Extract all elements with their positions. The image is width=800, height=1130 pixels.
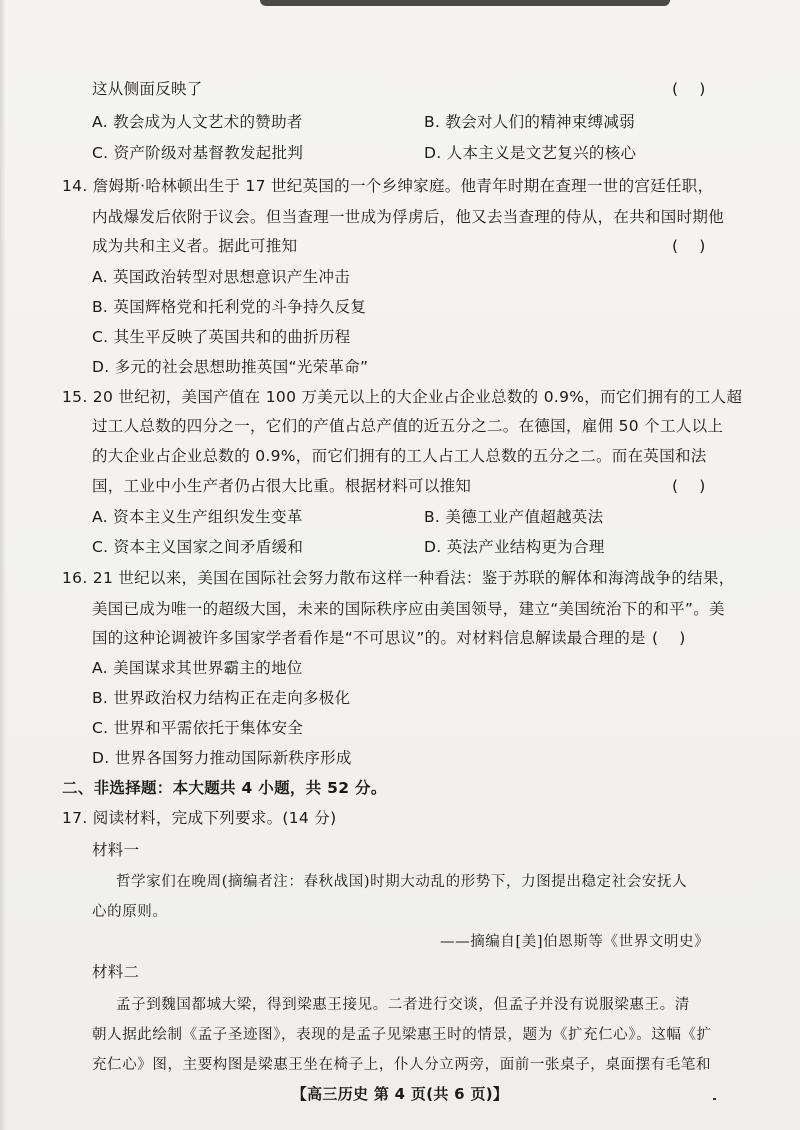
q15-answer-paren: ( ) xyxy=(672,477,706,495)
scan-speck xyxy=(713,1098,716,1100)
q15-stem-line-1: 15. 20 世纪初，美国产值在 100 万美元以上的大企业占企业总数的 0.9%，而它们拥有的工人超 xyxy=(62,388,743,406)
q14-stem-line-1: 14. 詹姆斯·哈林顿出生于 17 世纪英国的一个乡绅家庭。他青年时期在查理一世的宫廷任职， xyxy=(62,177,714,195)
q14-stem-line-2: 内战爆发后依附于议会。但当查理一世成为俘虏后，他又去当查理的侍从，在共和国时期他 xyxy=(92,208,725,226)
q16-option-a: A. 美国谋求其世界霸主的地位 xyxy=(92,659,303,677)
q16-option-c: C. 世界和平需依托于集体安全 xyxy=(92,719,304,737)
q13-option-a: A. 教会成为人文艺术的赞助者 xyxy=(92,113,303,131)
q13-answer-paren: ( ) xyxy=(672,80,706,98)
q16-stem-line-3: 国的这种论调被许多国家学者看作是“不可思议”的。对材料信息解读最合理的是 xyxy=(92,629,646,647)
q13-option-b: B. 教会对人们的精神束缚减弱 xyxy=(424,113,635,131)
q15-stem-line-3: 的大企业占企业总数的 0.9%，而它们拥有的工人占工人总数的五分之二。而在英国和法 xyxy=(92,447,707,465)
q15-stem-line-4: 国，工业中小生产者仍占很大比重。根据材料可以推知 xyxy=(92,477,472,495)
q16-option-d: D. 世界各国努力推动国际新秩序形成 xyxy=(92,749,352,767)
q14-answer-paren: ( ) xyxy=(672,237,706,255)
q16-option-b: B. 世界政治权力结构正在走向多极化 xyxy=(92,689,351,707)
material-1-line-1: 哲学家们在晚周(摘编者注：春秋战国)时期大动乱的形势下，力图提出稳定社会安抚人 xyxy=(116,874,688,890)
q14-option-b: B. 英国辉格党和托利党的斗争持久反复 xyxy=(92,298,367,316)
section-2-heading: 二、非选择题：本大题共 4 小题，共 52 分。 xyxy=(62,779,387,797)
material-1-title: 材料一 xyxy=(92,841,140,859)
material-2-line-3: 充仁心》图，主要构图是梁惠王坐在椅子上，仆人分立两旁，面前一张桌子，桌面摆有毛笔和 xyxy=(92,1057,712,1073)
q14-option-c: C. 其生平反映了英国共和的曲折历程 xyxy=(92,328,351,346)
scan-top-edge xyxy=(260,0,670,6)
scan-left-shadow xyxy=(0,0,6,1130)
q15-option-a: A. 资本主义生产组织发生变革 xyxy=(92,508,303,526)
q13-option-c: C. 资产阶级对基督教发起批判 xyxy=(92,144,304,162)
q15-option-d: D. 英法产业结构更为合理 xyxy=(424,538,605,556)
q13-stem-tail: 这从侧面反映了 xyxy=(92,80,203,98)
q16-stem-line-2: 美国已成为唯一的超级大国，未来的国际秩序应由美国领导，建立“美国统治下的和平”。美 xyxy=(92,600,725,618)
q17-stem: 17. 阅读材料，完成下列要求。(14 分) xyxy=(62,809,337,827)
material-2-title: 材料二 xyxy=(92,963,140,981)
material-2-line-2: 朝人据此绘制《孟子圣迹图》，表现的是孟子见梁惠王时的情景，题为《扩充仁心》。这幅《扩 xyxy=(92,1027,712,1043)
q15-stem-line-2: 过工人总数的四分之一，它们的产值占总产值的近五分之二。在德国，雇佣 50 个工人以上 xyxy=(92,417,724,435)
q15-option-b: B. 美德工业产值超越英法 xyxy=(424,508,604,526)
material-1-line-2: 心的原则。 xyxy=(92,904,168,920)
q13-option-d: D. 人本主义是文艺复兴的核心 xyxy=(424,144,637,162)
material-1-source: ——摘编自[美]伯恩斯等《世界文明史》 xyxy=(440,934,710,950)
q14-stem-line-3: 成为共和主义者。据此可推知 xyxy=(92,237,298,255)
material-2-line-1: 孟子到魏国都城大梁，得到梁惠王接见。二者进行交谈，但孟子并没有说服梁惠王。清 xyxy=(116,997,690,1013)
page-footer: 【高三历史 第 4 页(共 6 页)】 xyxy=(291,1085,509,1103)
q14-option-d: D. 多元的社会思想助推英国“光荣革命” xyxy=(92,358,369,376)
q16-answer-paren: ( ) xyxy=(652,629,686,647)
q15-option-c: C. 资本主义国家之间矛盾缓和 xyxy=(92,538,304,556)
q16-stem-line-1: 16. 21 世纪以来，美国在国际社会努力散布这样一种看法：鉴于苏联的解体和海湾战争的结果， xyxy=(62,569,735,587)
q14-option-a: A. 英国政治转型对思想意识产生冲击 xyxy=(92,268,351,286)
